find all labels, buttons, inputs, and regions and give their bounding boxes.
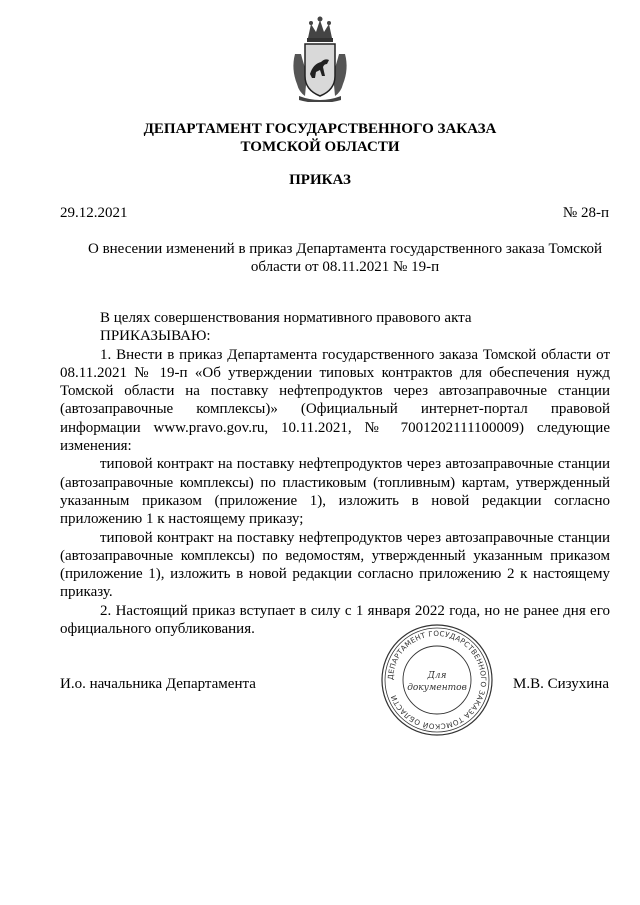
- body-paragraph: типовой контракт на поставку нефтепродуктов через автозаправочные станции (автозаправочные комплексы) по пластиковым (топливным) картам, утвержденный указанным приказом (приложение 1), изложить в новой редакции согласно приложению 1 к настоящему приказу;: [60, 456, 610, 528]
- body-paragraph: типовой контракт на поставку нефтепродуктов через автозаправочные станции (автозаправочные комплексы) по ведомостям, утвержденный указанным приказом (приложение 1), изложить в новой редакции согласно приложению 2 к настоящему приказу.: [60, 529, 610, 601]
- document-type: ПРИКАЗ: [289, 172, 351, 188]
- signatory-name: М.В. Сизухина: [513, 676, 609, 692]
- coat-of-arms-icon: [291, 14, 349, 102]
- body-paragraph: В целях совершенствования нормативного правового акта: [100, 310, 472, 326]
- official-stamp: [380, 623, 494, 737]
- org-name-line2: ТОМСКОЙ ОБЛАСТИ: [240, 139, 400, 155]
- document-subject: О внесении изменений в приказ Департамента государственного заказа Томской области от 08.11.2021 № 19-п: [87, 241, 602, 275]
- signatory-title: И.о. начальника Департамента: [60, 676, 256, 692]
- stamp-center-line1: Для: [427, 671, 447, 681]
- document-body: [60, 309, 610, 638]
- document-date: 29.12.2021: [60, 205, 128, 221]
- stamp-center-line2: документов: [407, 683, 467, 693]
- stamp-ring-text: ДЕПАРТАМЕНТ ГОСУДАРСТВЕННОГО ЗАКАЗА ТОМСКОЙ ОБЛАСТИ: [385, 628, 489, 732]
- document-number: № 28-п: [562, 205, 609, 221]
- body-paragraph: 1. Внести в приказ Департамента государственного заказа Томской области от 08.11.2021 № 19-п «Об утверждении типовых контрактов для обеспечения нужд Томской области на поставку нефтепродуктов через автозаправочные станции (автозаправочные комплексы)» (Официальный интернет-портал правовой информации www.pravo.gov.ru, 10.11.2021, № 7001202111100009) следующие изменения:: [60, 346, 610, 455]
- body-paragraph: ПРИКАЗЫВАЮ:: [100, 328, 211, 345]
- body-paragraph: 2. Настоящий приказ вступает в силу с 1 января 2022 года, но не ранее дня его официального опубликования.: [60, 602, 610, 638]
- org-name-line1: ДЕПАРТАМЕНТ ГОСУДАРСТВЕННОГО ЗАКАЗА: [143, 121, 497, 137]
